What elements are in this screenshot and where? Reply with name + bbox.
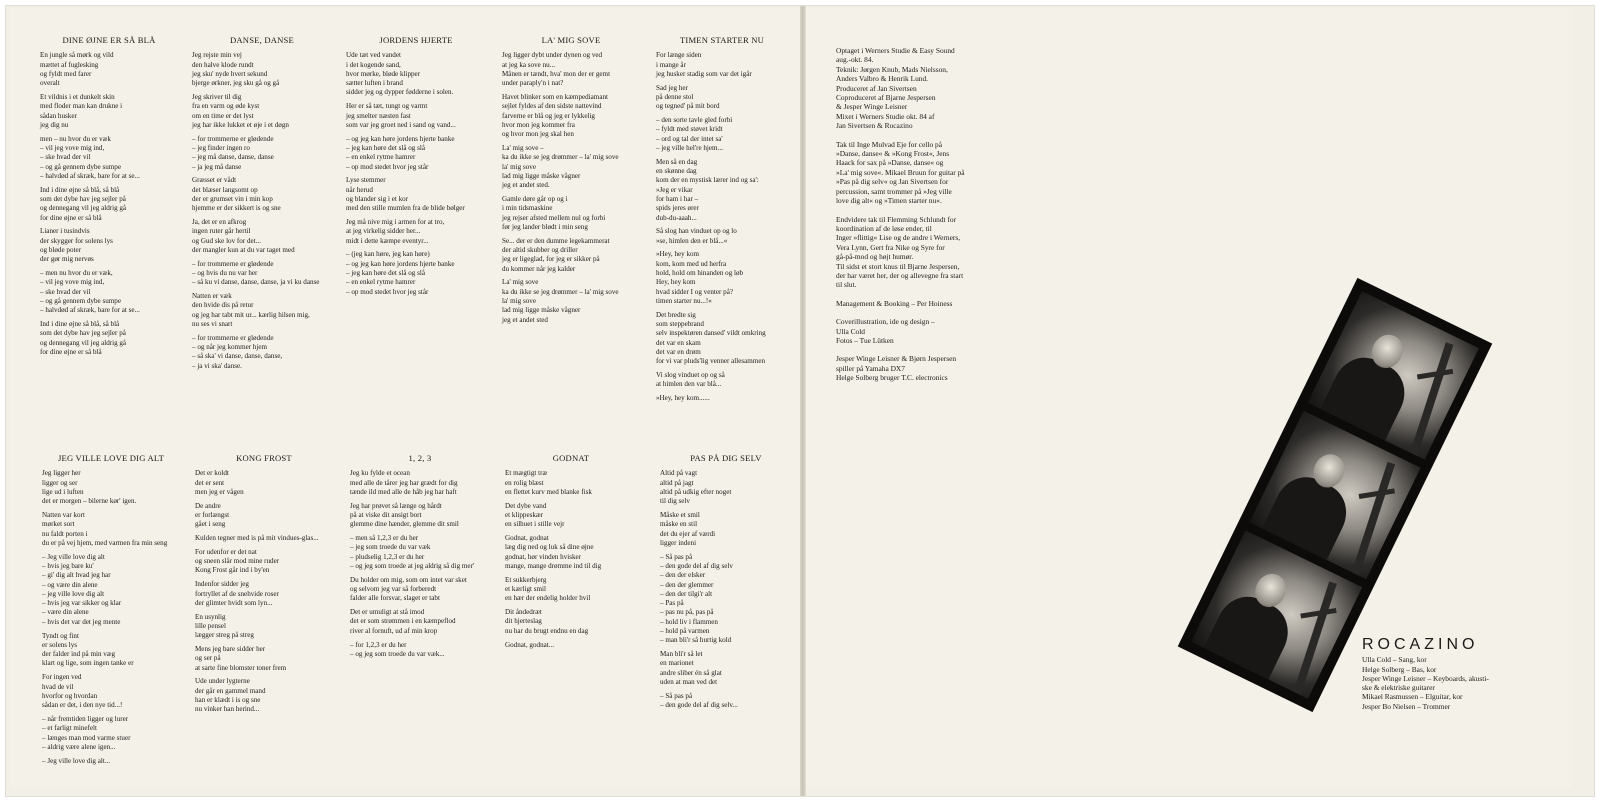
song-danse-danse bbox=[192, 36, 332, 376]
song-stanza: Sad jeg her på denne stol og tegned' på mit bord bbox=[656, 83, 720, 111]
song-stanza: Ude under lygterne der går en gammel mand han er klædt i is og sne nu vinker han herind... bbox=[195, 677, 266, 714]
song-stanza: – (jeg kan høre, jeg kan høre) – og jeg kan høre jordens hjerte banke – jeg kan høre det slå og slå – en enkel rytme hamrer – op mod stedet hvor jeg står bbox=[346, 250, 455, 296]
band-member: Jesper Winge Leisner – Keyboards, akusti- ske & elektriske guitarer bbox=[1362, 673, 1489, 693]
song-stanza: Det er umuligt at stå imod det er som strømmen i en kæmpeflod river al fornuft, ud af min krop bbox=[350, 608, 456, 635]
song-stanza: Se... der er den dumme legekammerat der altid skubber og driller jeg er ligeglad, for jeg er sikker på du kommer når jeg kalder bbox=[502, 236, 610, 273]
song-stanza: – Jeg ville love dig alt... bbox=[42, 756, 111, 765]
credits-thanks-more: Endvidere tak til Flemming Schlundt for koordination af de løse ender, til Inger »flittig« Lise og de andre i Werners, Vera Lynn, Gert fra Nike og Syre for gå-på-mod og højt humør. Til sidst et stort knus til Bjarne Jespersen, der har været her, der og allevegne fra start til slut. bbox=[836, 214, 964, 290]
song-stanza: – men nu hvor du er væk, – vil jeg vove mig ind, – ske hvad der vil – og gå gennem dybe sumpe – halvdød af skræk, bare for at se... bbox=[40, 269, 140, 315]
band-member: Mikael Rasmussen – Elguitar, kor bbox=[1362, 692, 1463, 702]
song-stanza: Man bli'r så let en marionet andre sliber én så glat uden at man ved det bbox=[660, 650, 722, 687]
song-stanza: Jeg ku fylde et ocean med alle de tårer jeg har grædt for dig tænde ild med alle de håb jeg har haft bbox=[350, 469, 458, 496]
song-stanza: Godnat, godnat læg dig ned og luk så dine øjne godnat, hør vinden hvisker mange, mange drømme ind til dig bbox=[505, 534, 602, 570]
song-title: KONG FROST bbox=[236, 453, 292, 463]
song-stanza: Græsset er vådt det blæser langsomt op der er grumset vin i min kop hjemme er der sikkert is og sne bbox=[192, 176, 281, 213]
credits-management: Management & Booking – Per Hoiness bbox=[836, 298, 953, 308]
song-jeg-ville-love-dig-alt bbox=[42, 454, 180, 770]
song-stanza: For længe siden i mange år jeg husker stadig som var det igår bbox=[656, 51, 752, 78]
song-title: TIMEN STARTER NU bbox=[679, 35, 765, 45]
song-stanza: Et vildnis i et dunkelt skin med floder man kan drukne i sådan husker jeg dig nu bbox=[40, 92, 123, 129]
song-stanza: Jeg ligger dybt under dynen og ved at jeg ka sove nu... Månen er tændt, hva' mon der er gemt under paraply'n i nat? bbox=[502, 51, 611, 88]
song-stanza: Måske et smil måske en stil det du ejer af værdi ligger indeni bbox=[660, 510, 716, 547]
band-logo: ROCAZINO bbox=[1362, 636, 1479, 653]
song-stanza: – Jeg ville love dig alt – hvis jeg bare ku' – gi' dig alt hvad jeg har – og være din alene – jeg ville love dig alt – hvis jeg var sikker og klar – være din alene – hvis det var det jeg mente bbox=[42, 552, 122, 626]
song-stanza: Natten er væk den hvide dis på retur og jeg har tabt mit ur... kærlig hilsen mig, nu ses vi snart bbox=[192, 292, 310, 329]
song-stanza: Vi slog vinduet op og så at himlen den var blå... bbox=[656, 371, 725, 389]
song-stanza: Lyse stemmer når herud og blander sig i et kor med den stille mumlen fra de blide bølger bbox=[346, 176, 465, 213]
song-stanza: men – nu hvor du er væk – vil jeg vove mig ind, – ske hvad der vil – og gå gennem dybe sumpe – halvdød af skræk, bare for at se... bbox=[40, 134, 140, 180]
song-stanza: – for trommerne er glødende – og hvis du nu var her – så ku vi danse, danse, danse, ja vi ku danse bbox=[192, 259, 320, 287]
song-la-mig-sove bbox=[502, 36, 640, 329]
song-stanza: Et sukkerbjerg et kærligt smil en hær der endelig holder hvil bbox=[505, 575, 591, 603]
song-stanza: Du holder om mig, som om intet var sket og selvom jeg var så forberedt falder alle forsvar, slaget er tabt bbox=[350, 575, 467, 603]
song-stanza: Ind i dine øjne så blå, så blå som det dybe hav jeg sejler på og dennegang vil jeg aldrig gå for dine øjne er så blå bbox=[40, 185, 127, 222]
song-1-2-3 bbox=[350, 454, 490, 664]
song-jordens-hjerte bbox=[346, 36, 486, 301]
song-stanza: – og jeg kan høre jordens hjerte banke – jeg kan høre det slå og slå – en enkel rytme hamrer – op mod stedet hvor jeg står bbox=[346, 134, 455, 171]
song-stanza: Det bredte sig som steppebrand selv inspektøren dansed' vildt omkring det var en skam det var en drøm for vi var pluds'lig venner allesammen bbox=[656, 310, 766, 366]
song-stanza: Gamle døre går op og i i min tidsmaskine jeg rejser afsted mellem nul og forbi før jeg lander blødt i min seng bbox=[502, 194, 606, 231]
song-stanza: For udenfor er det nat og sneen slår mod mine ruder Kong Frost går ind i by'en bbox=[195, 547, 280, 575]
song-stanza: Ja, det er en afkrog ingen ruter går hertil og Gud ske lov for det... der mangler kun at du var taget med bbox=[192, 218, 295, 254]
song-timen-starter-nu bbox=[656, 36, 788, 408]
song-stanza: Godnat, godnat... bbox=[505, 640, 555, 649]
song-title: LA' MIG SOVE bbox=[541, 35, 601, 45]
song-stanza: Det er koldt det er sent men jeg er vågen bbox=[195, 469, 244, 496]
song-stanza: – når fremtiden ligger og lurer – et farligt minefelt – længes man mod varme stuer – aldrig være alene igen... bbox=[42, 714, 131, 751]
center-fold bbox=[800, 6, 806, 796]
song-title: 1, 2, 3 bbox=[408, 453, 432, 463]
song-stanza: La' mig sove ka du ikke se jeg drømmer – la' mig sove la' mig sove lad mig ligge måske vågner jeg et andet sted bbox=[502, 278, 619, 324]
song-stanza: Et mægtigt træ en rolig blæst en flettet kurv med blanke fisk bbox=[505, 469, 592, 496]
song-stanza: Så slog han vinduet op og lo »se, himlen den er blå...« bbox=[656, 227, 737, 245]
credits-equipment: Jesper Winge Leisner & Bjørn Jespersen spiller på Yamaha DX7 Helge Solberg bruger T.C. electronics bbox=[836, 354, 957, 383]
song-title: JORDENS HJERTE bbox=[379, 35, 453, 45]
song-pas-pa-dig-selv bbox=[660, 454, 792, 715]
song-stanza: – Så pas på – den gode del af dig selv – den der elsker – den der glemmer – den der tilgi'r alt – Pas på – pas nu på, pas på – hold liv i flammen – hold på varmen – man bli'r så hurtig kold bbox=[660, 552, 733, 645]
song-stanza: Men så en dag en skønne dag kom der en mystisk lærer ind og sa': »Jeg er vikar for ham i har – spids jeres ører dub-du-aaah... bbox=[656, 157, 759, 222]
song-stanza: – for 1,2,3 er du her – og jeg som troede du var væk... bbox=[350, 640, 445, 658]
song-stanza: Jeg må nive mig i armen for at tro, at jeg virkelig sidder her... midt i dette kæmpe eventyr... bbox=[346, 218, 445, 245]
credits-recording: Optaget i Werners Studie & Easy Sound aug.-okt. 84. Teknik: Jørgen Knub, Mads Nielsson, Anders Valbro & Henrik Lund. Produceret af Jan Sivertsen Coproduceret af Bjarne Jespersen & Jesper Winge Leisner Mixet i Werners Studie okt. 84 af Jan Sivertsen & Rocazino bbox=[836, 46, 955, 131]
song-godnat bbox=[505, 454, 637, 654]
song-title: DINE ØJNE ER SÅ BLÅ bbox=[62, 35, 156, 45]
credits-cover: Coverillustration, ide og design – Ulla Cold Fotos – Tue Lütken bbox=[836, 317, 935, 345]
song-stanza: Kulden tegner med is på mit vindues-glas... bbox=[195, 534, 319, 543]
song-stanza: Her er så tæt, tungt og varmt jeg smelter næsten fast som var jeg groet ned i sand og vand... bbox=[346, 102, 456, 129]
song-stanza: En usynlig lille pensel lægger streg på streg bbox=[195, 612, 254, 640]
song-stanza: »Hey, hey kom kom, kom med ud herfra hold, hold om hinanden og løb Hey, hey kom hvad sidder I og venter på? timen starter nu...!« bbox=[656, 250, 744, 305]
song-stanza: Jeg ligger her ligger og ser lige ud i luften det er morgen – bilerne kør' igen. bbox=[42, 469, 137, 506]
song-stanza: Jeg skriver til dig fra en varm og øde kyst om en time er det lyst jeg har ikke lukket et øje i et døgn bbox=[192, 92, 289, 129]
song-stanza: For ingen ved hvad de vil hvorfor og hvordan sådan er det, i den nye tid...! bbox=[42, 673, 123, 710]
song-stanza: De andre er forlængst gået i seng bbox=[195, 501, 230, 529]
song-stanza: Ind i dine øjne så blå, så blå som det dybe hav jeg sejler på og dennegang vil jeg aldrig gå for dine øjne er så blå bbox=[40, 320, 127, 356]
song-title: GODNAT bbox=[552, 453, 590, 463]
song-stanza: En jungle så mørk og vild mættet af fuglesking og fyldt med farer overalt bbox=[40, 51, 114, 88]
song-stanza: Havet blinker som en kæmpediamant sejlet fyldes af den sidste nattevind farverne er blå og jeg er lykkelig hvor mon jeg kommer fra og hvor mon jeg skal hen bbox=[502, 92, 608, 139]
song-stanza: »Hey, hey kom...... bbox=[656, 394, 710, 403]
song-stanza: La' mig sove – ka du ikke se jeg drømmer – la' mig sove la' mig sove lad mig ligge måske vågner jeg et andet sted. bbox=[502, 143, 619, 190]
song-stanza: Jeg har prøvet så længe og hårdt på at viske dit ansigt bort glemme dine hænder, glemme dit smil bbox=[350, 501, 459, 529]
song-stanza: Natten var kort mørket sort nu faldt porten i du er på vej hjem, med varmen fra min seng bbox=[42, 510, 168, 547]
band-member: Helge Solberg – Bas, kor bbox=[1362, 664, 1437, 674]
song-stanza: Tyndt og fint er solens lys der falder ind på min væg klart og lige, som ingen tanke er bbox=[42, 631, 134, 668]
song-stanza: Lianer i tusindvis der skygger for solens lys og bløde poter der gør mig nervøs bbox=[40, 227, 113, 264]
song-stanza: – for trommerne er glødende – jeg finder ingen ro – jeg må danse, danse, danse – ja jeg må danse bbox=[192, 134, 274, 171]
song-stanza: Mens jeg bare sidder her og ser på at sarte fine blomster toner frem bbox=[195, 645, 287, 672]
band-member: Jesper Bo Nielsen – Trommer bbox=[1362, 701, 1451, 711]
band-lineup bbox=[1362, 636, 1562, 711]
song-title: JEG VILLE LOVE DIG ALT bbox=[57, 453, 165, 463]
song-stanza: – men så 1,2,3 er du her – jeg som troede du var væk – pludselig 1,2,3 er du her – og jeg som troede at jeg aldrig så dig mer' bbox=[350, 534, 475, 570]
song-stanza: Indenfor sidder jeg fortryllet af de snehvide roser der glimter hvidt som lyn... bbox=[195, 580, 279, 607]
song-stanza: Det dybe vand et klippeskær en silhuet i stille vejr bbox=[505, 501, 565, 529]
song-stanza: Altid på vagt altid på jagt altid på udkig efter noget til dig selv bbox=[660, 469, 732, 506]
credits-thanks: Tak til Inge Mulvad Eje for cello på »Danse, danse« & »Kong Frost«, Jens Haack for sax på »Danse, danse« og »La' mig sove«. Mikael Bruun for guitar på »Pas på dig selv« og Jan Sivertsen for percussion, samt trommer på »Jeg ville love dig alt« og »Timen starter nu«. bbox=[836, 139, 965, 206]
song-stanza: – den sorte tavle gled forbi – fyldt med støvet kridt – ord og tal der intet sa' – jeg ville hel're hjem... bbox=[656, 116, 733, 152]
song-title: DANSE, DANSE bbox=[230, 35, 294, 45]
song-kong-frost bbox=[195, 454, 333, 719]
song-stanza: Ude tæt ved vandet i det kogende sand, hvor mørke, bløde klipper sætter luften i brand sidder jeg og dypper fødderne i solen. bbox=[346, 51, 454, 97]
song-stanza: Dit åndedræt dit hjerteslag nu har du brugt endnu en dag bbox=[505, 608, 589, 635]
song-stanza: Jeg rejste min vej den halve klode rundt jeg sku' nyde hvert sekund bjerge ørkner, jeg sku gå og gå bbox=[192, 51, 280, 88]
song-dine-ojne bbox=[40, 36, 178, 362]
band-member: Ulla Cold – Sang, kor bbox=[1362, 655, 1427, 665]
song-title: PAS PÅ DIG SELV bbox=[690, 453, 762, 463]
credits bbox=[836, 46, 986, 392]
song-stanza: – Så pas på – den gode del af dig selv... bbox=[660, 691, 738, 710]
song-stanza: – for trommerne er glødende – og når jeg kommer hjem – så ska' vi danse, danse, danse, – ja vi ska' danse. bbox=[192, 333, 283, 370]
